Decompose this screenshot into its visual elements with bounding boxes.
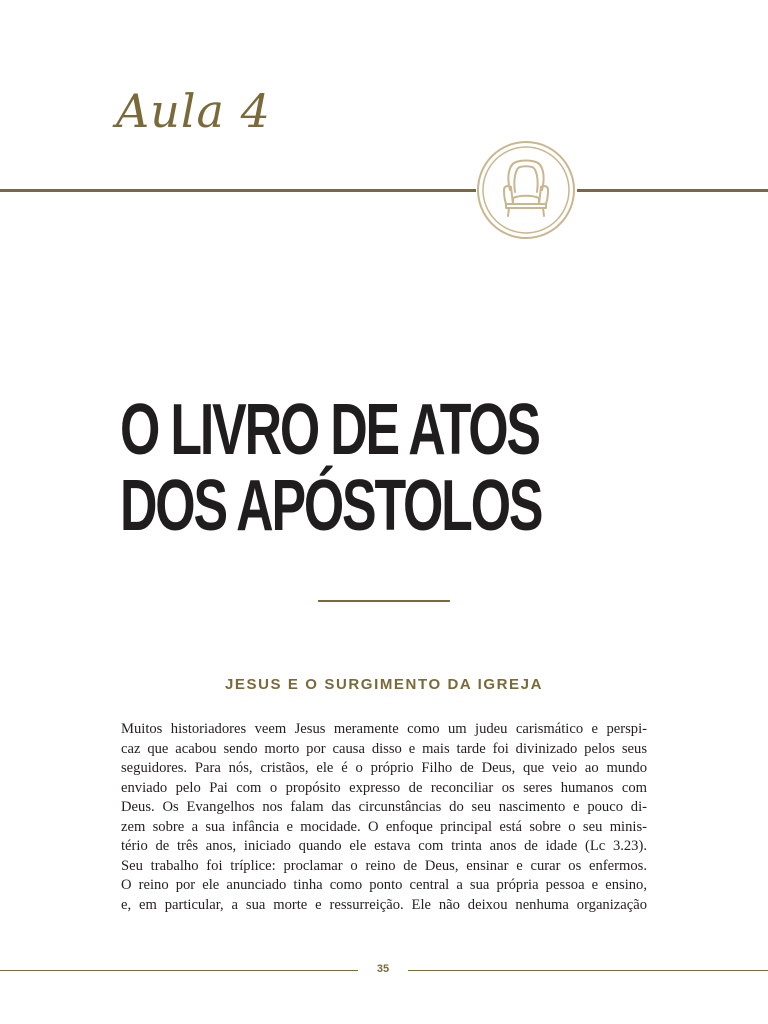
body-line: Muitos historiadores veem Jesus meramente como um judeu carismático e perspi- [121, 721, 647, 737]
section-heading: JESUS E O SURGIMENTO DA IGREJA [224, 676, 544, 693]
body-line: seguidores. Para nós, cristãos, ele é o próprio Filho de Deus, que veio ao mundo [121, 760, 647, 776]
page-number: 35 [376, 963, 390, 975]
page-title-line-2: DOS APÓSTOLOS [120, 466, 542, 546]
page-title [120, 392, 541, 544]
body-line: Seu trabalho foi tríplice: proclamar o reino de Deus, ensinar e curar os enfermos. [121, 857, 647, 874]
header-rule-right [577, 189, 768, 192]
title-divider [318, 600, 450, 602]
body-paragraph [121, 720, 647, 915]
body-line: Deus. Os Evangelhos nos falam das circunstâncias do seu nascimento e pouco di- [121, 799, 647, 815]
lesson-label: Aula 4 [116, 84, 271, 138]
armchair-icon [476, 140, 576, 240]
page-title-line-1: O LIVRO DE ATOS [120, 390, 539, 470]
footer-rule-left [0, 970, 358, 971]
body-line: caz que acabou sendo morto por causa disso e mais tarde foi divinizado pelos seus [121, 740, 647, 757]
footer-rule-right [408, 970, 768, 971]
body-line: enviado pelo Pai com o propósito expresso de reconciliar os seres humanos com [121, 779, 647, 796]
body-line: O reino por ele anunciado tinha como ponto central a sua própria pessoa e ensino, [121, 877, 647, 893]
body-line: zem sobre a sua infância e mocidade. O enfoque principal está sobre o seu minis- [121, 818, 647, 835]
body-line: e, em particular, a sua morte e ressurreição. Ele não deixou nenhuma organização [121, 896, 647, 913]
body-line: tério de três anos, iniciado quando ele estava com trinta anos de idade (Lc 3.23). [121, 838, 647, 854]
header-rule-left [0, 189, 476, 192]
